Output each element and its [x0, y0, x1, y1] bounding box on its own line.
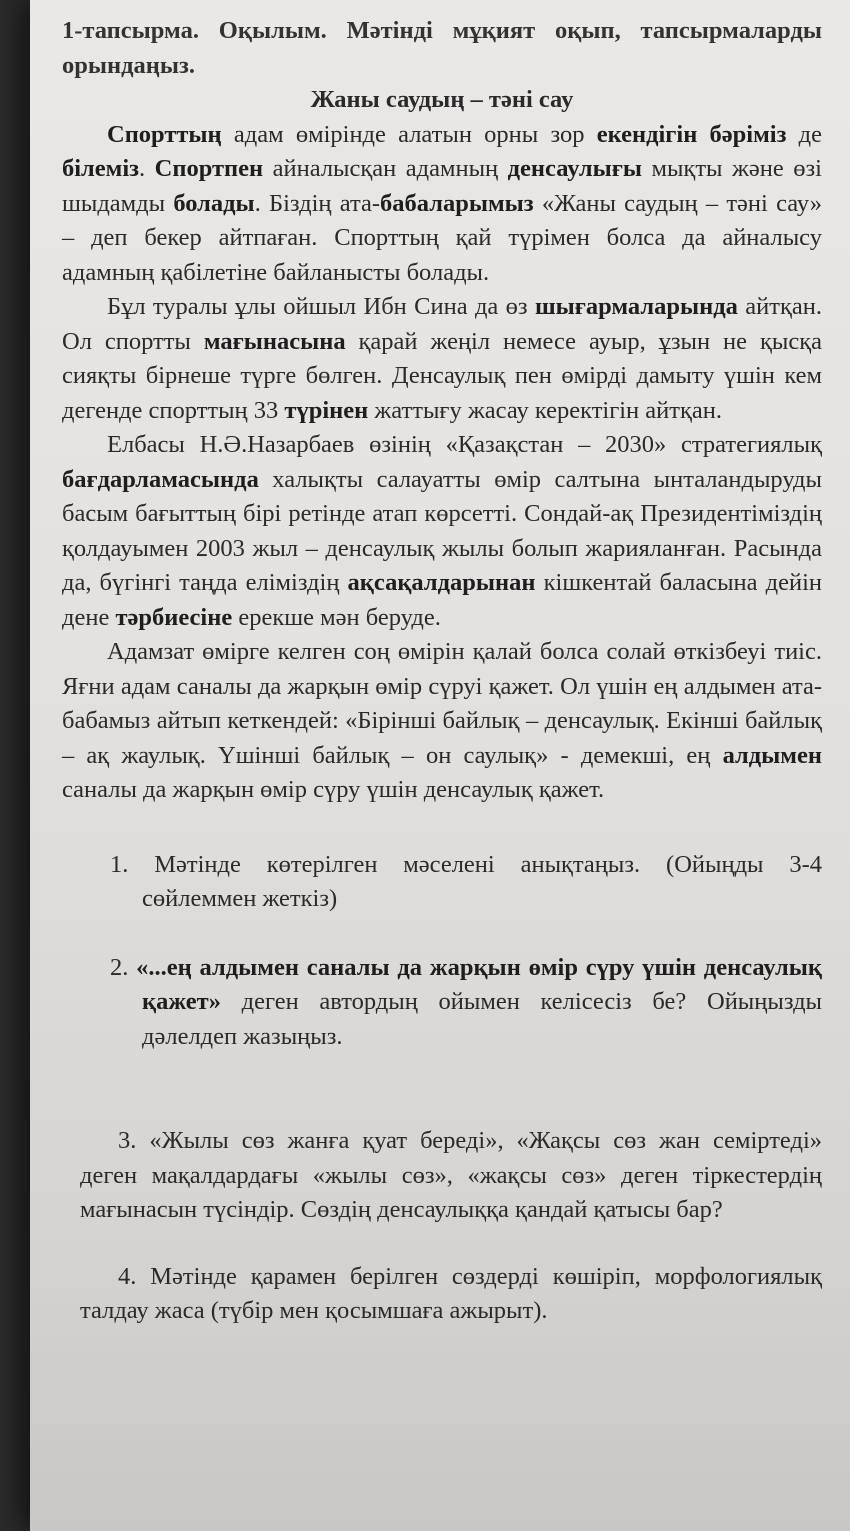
- question-item: [62, 1260, 822, 1329]
- task-title: 1-тапсырма. Оқылым. Мәтінді мұқият оқып, тапсырмаларды орындаңыз.: [62, 17, 822, 79]
- question-item: [62, 951, 822, 1055]
- reading-text: [62, 118, 822, 808]
- document-page: [30, 0, 850, 1531]
- text-run: халықты салауатты өмір салтына ынталандыруды басым бағыттың бірі ретінде атап көрсетті. Сондай-ақ Президентіміздің қолдауымен 2003 жыл – денсаулық жылы болып жарияланған. Расында да, бүгінгі таңда еліміздің: [62, 465, 822, 596]
- question-item: [62, 1124, 822, 1228]
- text-run: қарай жеңіл немесе ауыр, ұзын не қысқа сияқты бірнеше түрге бөлген. Денсаулық пен өмірді дамыту үшін кем дегенде спорттың 33: [62, 327, 822, 424]
- bold-text-run: Спортпен: [154, 155, 264, 182]
- bold-text-run: білеміз: [62, 155, 140, 182]
- text-run: Мәтінде көтерілген мәселені анықтаңыз. (Ойыңды 3-4 сөйлеммен жеткіз): [142, 850, 823, 912]
- text-run: айналысқан адамның: [263, 155, 508, 182]
- text-run: «Жылы сөз жанға қуат береді», «Жақсы сөз жан семіртеді» деген мақалдардағы «жылы сөз», «жақсы сөз» деген тіркестердің мағынасын түсіндір. Сөздің денсаулыққа қандай қатысы бар?: [80, 1127, 823, 1223]
- bold-text-run: шығармаларында: [534, 293, 738, 320]
- bold-text-run: ақсақалдарынан: [347, 569, 536, 596]
- paragraph: [62, 290, 822, 428]
- question-item: [62, 848, 822, 917]
- bold-text-run: денсаулығы: [507, 155, 642, 182]
- text-title: Жаны саудың – тәні сау: [310, 86, 574, 113]
- text-run: . Біздің ата-: [254, 189, 381, 217]
- question-list: [62, 848, 822, 1329]
- text-run: мықты және өзі шыдамды: [62, 155, 822, 217]
- text-run: саналы да жарқын өмір сүру үшін денсаулық қажет.: [62, 776, 605, 803]
- bold-text-run: бабаларымыз: [380, 189, 534, 217]
- bold-text-run: екендігін бәріміз: [596, 120, 787, 148]
- text-run: Бұл туралы ұлы ойшыл Ибн Сина да өз: [107, 293, 535, 320]
- question-number: 2.: [110, 953, 129, 981]
- bold-text-run: бағдарламасында: [62, 465, 259, 493]
- question-text: [80, 1127, 822, 1223]
- text-run: Мәтінде қарамен берілген сөздерді көшіріп, морфологиялық талдау жаса (түбір мен қосымшаға ажырыт).: [80, 1262, 823, 1324]
- question-number: 4.: [118, 1262, 137, 1290]
- bold-text-run: мағынасына: [203, 327, 346, 355]
- bold-text-run: алдымен: [722, 741, 822, 769]
- paragraph: [62, 635, 822, 808]
- question-number: 1.: [110, 850, 129, 878]
- text-run: .: [139, 155, 155, 182]
- text-run: деген автордың ойымен келісесіз бе? Ойыңызды дәлелдеп жазыңыз.: [142, 988, 822, 1050]
- text-run: айтқан. Ол спортты: [62, 293, 822, 355]
- bold-text-run: тәрбиесіне: [115, 603, 233, 631]
- text-run: ерекше мән беруде.: [232, 603, 441, 631]
- text-run: кішкентай баласына дейін дене: [62, 569, 822, 631]
- question-text: [80, 1263, 822, 1325]
- bold-text-run: «...ең алдымен саналы да жарқын өмір сүру үшін денсаулық қажет»: [136, 953, 823, 1015]
- bold-text-run: Спорттың: [107, 120, 222, 148]
- paragraph: [62, 118, 822, 291]
- text-run: Адамзат өмірге келген соң өмірін қалай болса солай өткізбеуі тиіс. Яғни адам саналы да жарқын өмір сүруі қажет. Ол үшін ең алдымен ата-бабамыз айтып кеткендей: «Бірінші байлық – денсаулық. Екінші байлық – ақ жаулық. Үшінші байлық – он саулық» - демекші, ең: [62, 638, 822, 769]
- question-text: [136, 954, 822, 1050]
- bold-text-run: түрінен: [284, 396, 369, 424]
- text-run: Елбасы Н.Ә.Назарбаев өзінің «Қазақстан – 2030» стратегиялық: [107, 431, 822, 458]
- text-run: «Жаны саудың – тәні сау» – деп бекер айтпаған. Спорттың қай түрімен болса да айналысу адамның қабілетіне байланысты болады.: [62, 189, 822, 286]
- document-content: [62, 14, 822, 1329]
- bold-text-run: болады: [173, 189, 255, 217]
- text-run: жаттығу жасау керектігін айтқан.: [368, 396, 723, 424]
- question-text: [142, 851, 822, 913]
- paragraph: [62, 428, 822, 635]
- text-run: адам өмірінде алатын орны зор: [221, 120, 597, 148]
- question-number: 3.: [118, 1127, 137, 1154]
- text-run: де: [786, 120, 822, 148]
